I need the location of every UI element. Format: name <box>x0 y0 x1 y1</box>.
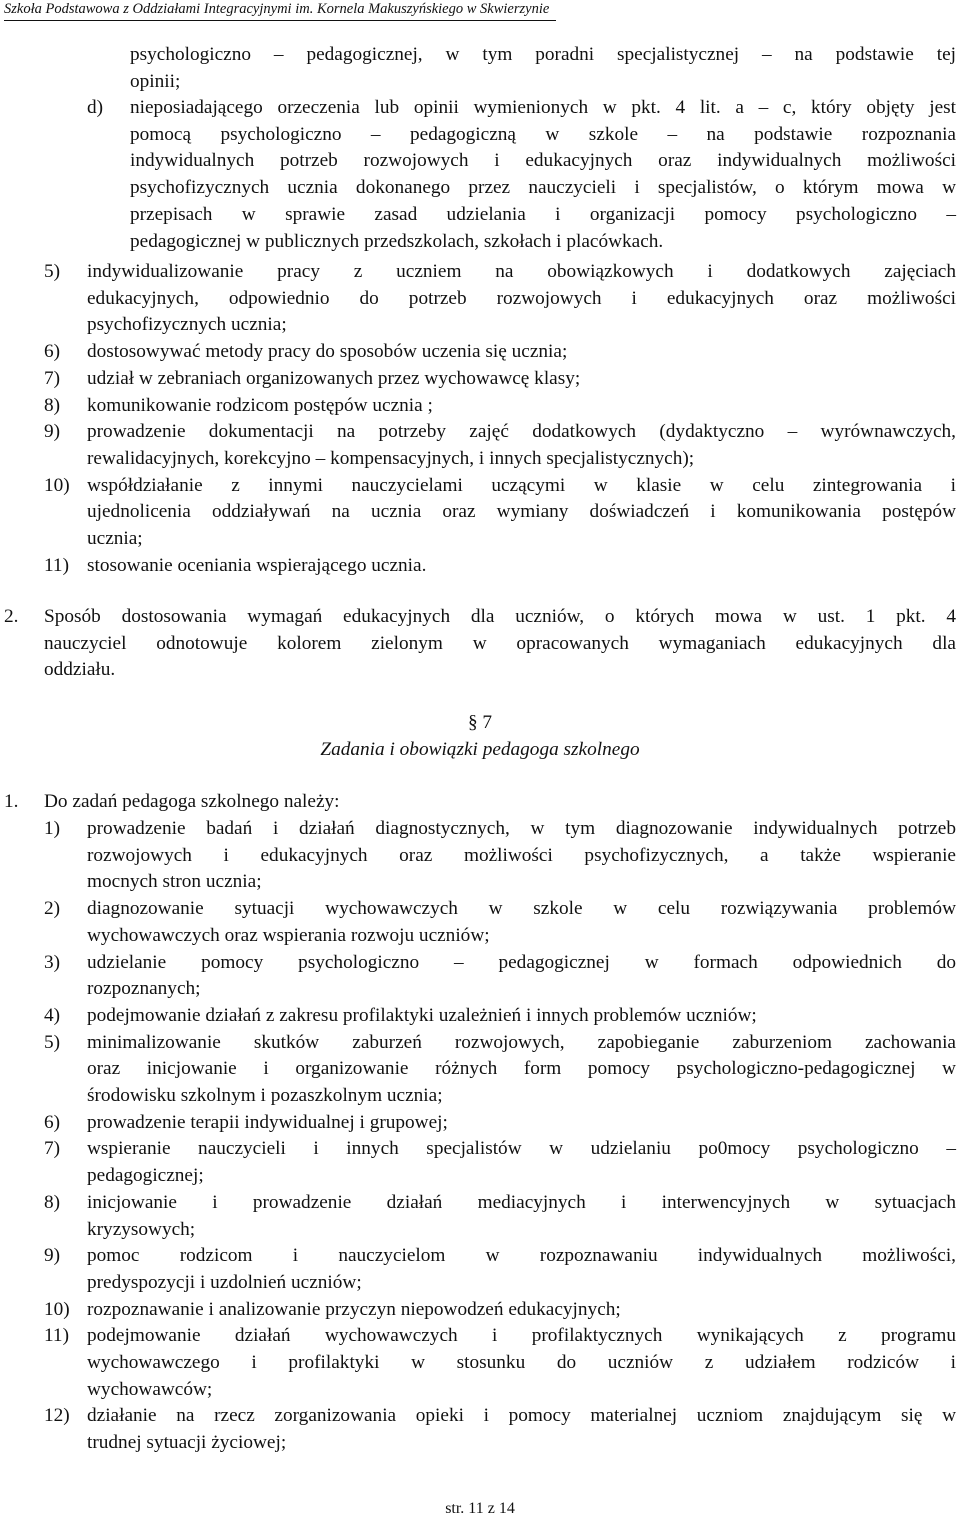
list-number: 11) <box>44 1325 69 1347</box>
list-item <box>44 259 956 339</box>
text-line: rozwojowych i edukacyjnych oraz możliwości psychofizycznych, a także wspieranie <box>87 844 956 866</box>
list-number: 1) <box>44 818 61 839</box>
text-line: prowadzenie badań i działań diagnostycznych, w tym diagnozowanie indywidualnych potrzeb <box>87 818 956 839</box>
list-item <box>44 553 956 580</box>
text-line: diagnozowanie sytuacji wychowawczych w szkole w celu rozwiązywania problemów <box>87 898 956 920</box>
text-line: oraz inicjowanie i organizowanie różnych form pomocy psychologiczno-pedagogicznej w <box>87 1058 956 1080</box>
paragraph-2 <box>4 604 956 684</box>
text-line: predyspozycji i uzdolnień uczniów; <box>87 1271 362 1293</box>
paragraph-number: 1. <box>4 791 19 812</box>
text-line: edukacyjnych, odpowiednio do potrzeb rozwojowych i edukacyjnych oraz możliwości <box>87 287 956 309</box>
text-line: indywidualnych potrzeb rozwojowych i edukacyjnych oraz indywidualnych możliwości <box>130 150 956 172</box>
list-item <box>44 1190 956 1243</box>
header-title: Szkoła Podstawowa z Oddziałami Integracyjnymi im. Kornela Makuszyńskiego w Skwierzynie <box>4 1 550 17</box>
list-number: 8) <box>44 394 61 416</box>
continuation-paragraph <box>130 42 956 95</box>
page-footer <box>0 1499 960 1519</box>
page-number: str. 11 z 14 <box>445 1500 515 1517</box>
list-number: 12) <box>44 1405 70 1427</box>
text-line: stosowanie oceniania wspierającego ucznia. <box>87 554 427 576</box>
text-line: Sposób dostosowania wymagań edukacyjnych dla uczniów, o których mowa w ust. 1 pkt. 4 <box>44 606 956 627</box>
text-line: wychowawczego i profilaktyki w stosunku do uczniów z udziałem rodziców i <box>87 1352 956 1374</box>
list-item <box>44 1003 956 1030</box>
obligations-list <box>44 259 956 579</box>
text-line: minimalizowanie skutków zaburzeń rozwojowych, zapobieganie zaburzeniom zachowania <box>87 1031 956 1053</box>
text-line: inicjowanie i prowadzenie działań mediacyjnych i interwencyjnych w sytuacjach <box>87 1191 956 1213</box>
list-number: 10) <box>44 1298 70 1320</box>
list-item <box>44 366 956 393</box>
list-number: 7) <box>44 1138 61 1160</box>
section-heading <box>0 710 960 763</box>
list-item <box>44 1243 956 1296</box>
list-number: 6) <box>44 341 61 363</box>
list-item <box>44 1323 956 1403</box>
text-line: trudnej sytuacji życiowej; <box>87 1432 287 1454</box>
list-number: 5) <box>44 261 61 282</box>
list-item <box>44 419 956 472</box>
pedagogue-tasks-list <box>44 816 956 1457</box>
text-line: ucznia; <box>87 528 143 550</box>
list-number: 9) <box>44 421 61 443</box>
section-symbol: § 7 <box>467 712 493 733</box>
text-line: udzielanie pomocy psychologiczno – pedagogicznej w formach odpowiednich do <box>87 951 956 973</box>
list-item <box>44 1110 956 1137</box>
text-line: nieposiadającego orzeczenia lub opinii wymienionych w pkt. 4 lit. a – c, który objęty jest <box>130 97 956 118</box>
text-line: pomoc rodzicom i nauczycielom w rozpoznawaniu indywidualnych możliwości, <box>87 1245 956 1267</box>
list-number: 2) <box>44 898 61 920</box>
list-number: 10) <box>44 474 70 496</box>
text-line: prowadzenie dokumentacji na potrzeby zajęć dodatkowych (dydaktyczno – wyrównawczych, <box>87 421 956 443</box>
list-number: 3) <box>44 951 61 973</box>
text-line: prowadzenie terapii indywidualnej i grupowej; <box>87 1111 448 1133</box>
section-title: Zadania i obowiązki pedagoga szkolnego <box>320 738 640 760</box>
text-line: indywidualizowanie pracy z uczniem na obowiązkowych i dodatkowych zajęciach <box>87 261 956 282</box>
text-line: pedagogicznej; <box>87 1165 204 1187</box>
paragraph-1 <box>4 789 956 816</box>
list-item <box>44 1403 956 1456</box>
list-item <box>44 473 956 553</box>
list-item <box>44 950 956 1003</box>
text-line: psychologiczno – pedagogicznej, w tym poradni specjalistycznej – na podstawie tej <box>130 44 956 65</box>
list-number: 4) <box>44 1004 61 1026</box>
text-line: opinii; <box>130 70 181 92</box>
text-line: komunikowanie rodzicom postępów ucznia ; <box>87 394 433 416</box>
list-item <box>44 1297 956 1324</box>
text-line: mocnych stron ucznia; <box>87 871 262 893</box>
list-number: 7) <box>44 367 61 389</box>
text-line: środowisku szkolnym i pozaszkolnym ucznia; <box>87 1085 443 1107</box>
text-line: rewalidacyjnych, korekcyjno – kompensacyjnych, i innych specjalistycznych); <box>87 447 695 469</box>
text-line: przepisach w sprawie zasad udzielania i organizacji pomocy psychologiczno – <box>130 203 956 225</box>
page-header <box>4 0 556 21</box>
list-number: 5) <box>44 1031 61 1053</box>
list-number: 11) <box>44 554 69 576</box>
text-line: wychowawczych oraz wspierania rozwoju uczniów; <box>87 924 490 946</box>
text-line: wspieranie nauczycieli i innych specjalistów w udzielaniu po0mocy psychologiczno – <box>87 1138 956 1160</box>
text-line: psychofizycznych ucznia dokonanego przez nauczycieli i specjalistów, o którym mowa w <box>130 177 956 199</box>
text-line: działanie na rzecz zorganizowania opieki i pomocy materialnej uczniom znajdującym się w <box>87 1405 956 1427</box>
list-item <box>44 896 956 949</box>
text-line: udział w zebraniach organizowanych przez wychowawcę klasy; <box>87 367 581 389</box>
text-line: rozpoznanych; <box>87 978 201 1000</box>
list-item <box>44 1030 956 1110</box>
text-line: współdziałanie z innymi nauczycielami uczącymi w klasie w celu zintegrowania i <box>87 474 956 496</box>
text-line: dostosowywać metody pracy do sposobów uczenia się ucznia; <box>87 341 568 363</box>
list-item <box>44 339 956 366</box>
list-number: 6) <box>44 1111 61 1133</box>
text-line: pedagogicznej w publicznych przedszkolach, szkołach i placówkach. <box>130 230 664 252</box>
text-line: podejmowanie działań z zakresu profilaktyki uzależnień i innych problemów uczniów; <box>87 1004 757 1026</box>
text-line: pomocą psychologiczno – pedagogiczną w szkole – na podstawie rozpoznania <box>130 123 956 145</box>
text-line: oddziału. <box>44 659 116 681</box>
list-item <box>44 816 956 896</box>
list-item-text <box>130 95 956 255</box>
list-item <box>44 1136 956 1189</box>
list-item <box>44 393 956 420</box>
text-line: ujednolicenia oddziaływań na ucznia oraz wymiany doświadczeń i komunikowania postępów <box>87 501 956 523</box>
text-line: psychofizycznych ucznia; <box>87 314 287 336</box>
text-line: podejmowanie działań wychowawczych i profilaktycznych wynikających z programu <box>87 1325 956 1347</box>
list-number: 8) <box>44 1191 61 1213</box>
list-item-d <box>87 95 956 255</box>
paragraph-number: 2. <box>4 606 19 627</box>
text-line: nauczyciel odnotowuje kolorem zielonym w opracowanych wymaganiach edukacyjnych dla <box>44 632 956 654</box>
text-line: rozpoznawanie i analizowanie przyczyn niepowodzeń edukacyjnych; <box>87 1298 621 1320</box>
list-number: 9) <box>44 1245 61 1267</box>
text-line: kryzysowych; <box>87 1218 196 1240</box>
paragraph-text: Do zadań pedagoga szkolnego należy: <box>44 791 340 812</box>
text-line: wychowawców; <box>87 1378 213 1400</box>
list-number: d) <box>87 97 104 118</box>
